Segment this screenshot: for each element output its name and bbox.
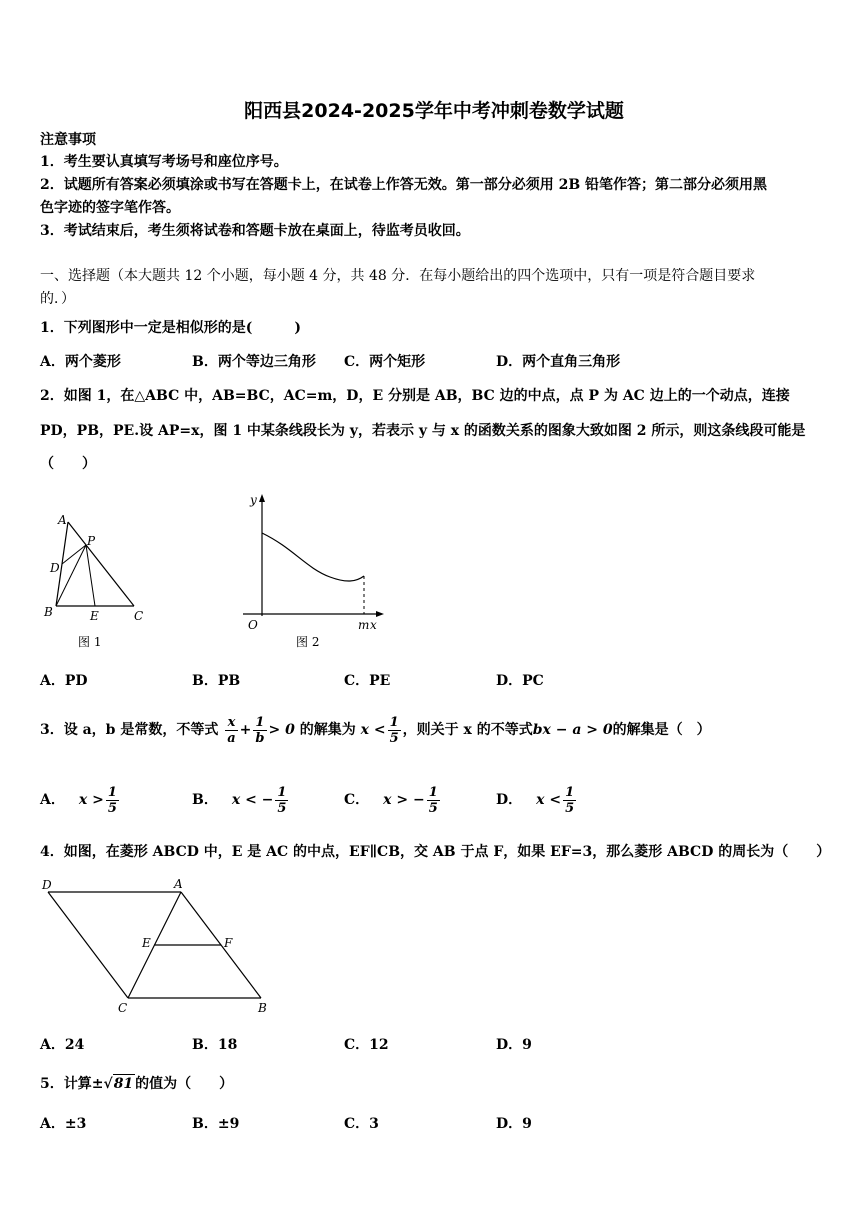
- q4-label-b: B: [258, 1001, 267, 1015]
- q5-stem-post: 的值为（ ）: [135, 1076, 234, 1092]
- q5-option-d: D．9: [496, 1116, 532, 1132]
- q3-option-d: D． x < $\frac{1}{5}$: [496, 784, 575, 816]
- q4-option-c: C．12: [344, 1037, 389, 1053]
- fig1-label-b: B: [44, 605, 53, 619]
- q5-sqrt: √81: [103, 1076, 134, 1092]
- q3-stem-part4: 的解集是（ ）: [612, 722, 711, 738]
- q5-stem-pre: 5．计算±: [40, 1076, 104, 1092]
- q4-option-a: A．24: [40, 1037, 85, 1053]
- q4-label-c: C: [118, 1001, 128, 1015]
- q3-stem: [40, 710, 711, 750]
- q5-stem: [40, 1074, 233, 1093]
- q2-option-c: C．PE: [344, 673, 391, 689]
- q1-option-b: B．两个等边三角形: [192, 354, 316, 370]
- notice-item-1: 1．考生要认真填写考场号和座位序号。: [40, 154, 288, 170]
- q2-option-b: B．PB: [192, 673, 241, 689]
- notice-item-2: 2．试题所有答案必须填涂或书写在答题卡上，在试卷上作答无效。第一部分必须用 2B 铅笔作答；第二部分必须用黑: [40, 177, 768, 193]
- q3-option-b: B． x < − $\frac{1}{5}$: [192, 784, 287, 816]
- notice-item-2-cont: 色字迹的签字笔作答。: [40, 200, 180, 216]
- q3-option-a: A． x > $\frac{1}{5}$: [40, 784, 117, 816]
- q3-fraction-1-over-5: $\frac{1}{5}$: [389, 714, 399, 746]
- q2-stem-line1: 2．如图 1，在△ABC 中，AB=BC，AC=m，D，E 分别是 AB，BC 边的中点，点 P 为 AC 边上的一个动点，连接: [40, 388, 790, 404]
- q2-stem-line2: PD，PB，PE.设 AP=x，图 1 中某条线段长为 y，若表示 y 与 x 的函数关系的图象大致如图 2 所示，则这条线段可能是: [40, 423, 806, 439]
- q4-label-e: E: [142, 936, 151, 950]
- fig1-label-e: E: [90, 609, 99, 623]
- q4-rhombus-figure: [36, 872, 281, 1022]
- q2-figure-2: [238, 490, 388, 655]
- q3-plus: +: [239, 722, 252, 738]
- q5-option-a: A．±3: [40, 1116, 87, 1132]
- fig1-label-a: A: [58, 513, 67, 527]
- fig2-label-o: O: [248, 618, 258, 632]
- q3-stem-part2: 的解集为: [299, 722, 356, 738]
- fig2-label-m: m: [358, 618, 370, 632]
- q2-option-d: D．PC: [496, 673, 544, 689]
- fig1-label-p: P: [87, 534, 96, 548]
- fig2-caption: 图 2: [296, 635, 320, 649]
- q1-option-c: C．两个矩形: [344, 354, 426, 370]
- q4-option-d: D．9: [496, 1037, 532, 1053]
- q3-gt-zero: > 0: [268, 722, 295, 738]
- q5-option-b: B．±9: [192, 1116, 240, 1132]
- q3-stem-part1: 3．设 a，b 是常数，不等式: [40, 722, 219, 738]
- fig1-caption: 图 1: [78, 635, 102, 649]
- q1-option-d: D．两个直角三角形: [496, 354, 621, 370]
- q4-stem: 4．如图，在菱形 ABCD 中，E 是 AC 的中点，EF∥CB，交 AB 于点 F，如果 EF=3，那么菱形 ABCD 的周长为（ ）: [40, 844, 831, 860]
- fig1-label-c: C: [134, 609, 144, 623]
- fig1-label-d: D: [50, 561, 60, 575]
- q4-label-f: F: [224, 936, 233, 950]
- notice-heading: 注意事项: [40, 132, 96, 148]
- q2-stem-line3: （ ）: [40, 456, 96, 472]
- notice-item-3: 3．考试结束后，考生须将试卷和答题卡放在桌面上，待监考员收回。: [40, 223, 470, 239]
- q2-option-a: A．PD: [40, 673, 88, 689]
- q4-label-d: D: [42, 878, 52, 892]
- section-heading-cont: 的．）: [40, 291, 75, 307]
- q4-option-b: B．18: [192, 1037, 238, 1053]
- q3-stem-part3: ，则关于 x 的不等式: [402, 722, 533, 738]
- fig2-label-y: y: [250, 493, 257, 507]
- q3-x-lt: x <: [360, 722, 386, 738]
- section-heading: 一、选择题（本大题共 12 个小题，每小题 4 分，共 48 分．在每小题给出的四个选项中，只有一项是符合题目要求: [40, 268, 756, 284]
- q3-fraction-1-over-b: $\frac{1}{b}$: [255, 714, 265, 746]
- q3-fraction-x-over-a: $\frac{x}{a}$: [227, 714, 236, 746]
- page-title: 阳西县2024-2025学年中考冲刺卷数学试题: [244, 100, 624, 122]
- q2-figure-1: [36, 508, 166, 653]
- q4-label-a: A: [174, 877, 183, 891]
- q1-stem: 1．下列图形中一定是相似形的是( ): [40, 320, 301, 336]
- q3-option-c: C． x > − $\frac{1}{5}$: [344, 784, 438, 816]
- fig2-label-x: x: [370, 618, 377, 632]
- q1-option-a: A．两个菱形: [40, 354, 121, 370]
- q3-inequality: bx − a > 0: [532, 722, 613, 738]
- q5-option-c: C．3: [344, 1116, 379, 1132]
